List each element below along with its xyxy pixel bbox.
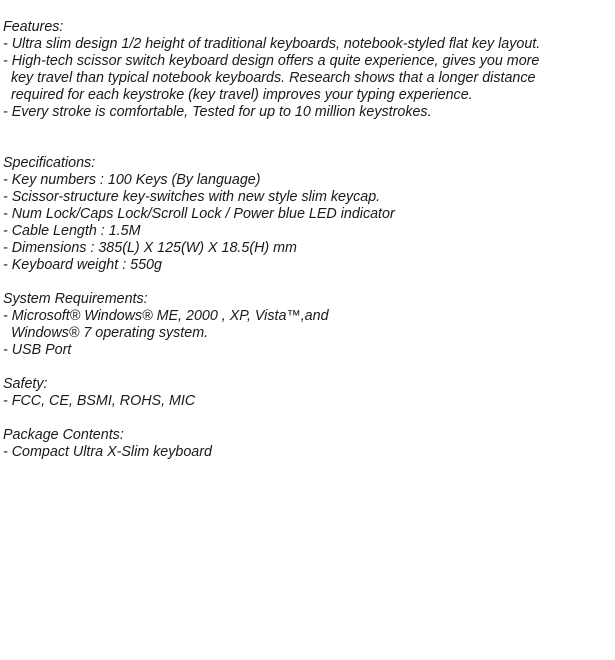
system-requirements-heading: System Requirements: — [3, 291, 148, 307]
specifications-line: - Scissor-structure key-switches with new style slim keycap. — [3, 189, 381, 205]
features-section — [3, 19, 611, 121]
system-requirements-line: - USB Port — [3, 342, 72, 358]
safety-heading: Safety: — [3, 376, 48, 392]
section-spacer — [3, 359, 611, 376]
specifications-line: - Cable Length : 1.5M — [3, 223, 141, 239]
specifications-line: - Dimensions : 385(L) X 125(W) X 18.5(H) mm — [3, 240, 297, 256]
package-contents-heading: Package Contents: — [3, 427, 124, 443]
features-line: - Ultra slim design 1/2 height of traditional keyboards, notebook-styled flat key layout. — [3, 36, 541, 52]
safety-section — [3, 376, 611, 410]
features-line: key travel than typical notebook keyboards. Research shows that a longer distance — [3, 70, 536, 86]
package-contents-section — [3, 427, 611, 461]
features-line: - High-tech scissor switch keyboard design offers a quite experience, gives you more — [3, 53, 540, 69]
section-spacer — [3, 121, 611, 155]
section-spacer — [3, 410, 611, 427]
features-heading: Features: — [3, 19, 64, 35]
features-line: required for each keystroke (key travel) improves your typing experience. — [3, 87, 473, 103]
safety-line: - FCC, CE, BSMI, ROHS, MIC — [3, 393, 196, 409]
section-spacer — [3, 274, 611, 291]
package-contents-line: - Compact Ultra X-Slim keyboard — [3, 444, 212, 460]
specifications-heading: Specifications: — [3, 155, 96, 171]
specifications-line: - Key numbers : 100 Keys (By language) — [3, 172, 261, 188]
specifications-line: - Keyboard weight : 550g — [3, 257, 162, 273]
system-requirements-line: - Microsoft® Windows® ME, 2000 , XP, Vista™,and — [3, 308, 329, 324]
specifications-section — [3, 155, 611, 274]
system-requirements-line: Windows® 7 operating system. — [3, 325, 209, 341]
product-description — [3, 19, 611, 461]
features-line: - Every stroke is comfortable, Tested for up to 10 million keystrokes. — [3, 104, 432, 120]
system-requirements-section — [3, 291, 611, 359]
specifications-line: - Num Lock/Caps Lock/Scroll Lock / Power blue LED indicator — [3, 206, 395, 222]
